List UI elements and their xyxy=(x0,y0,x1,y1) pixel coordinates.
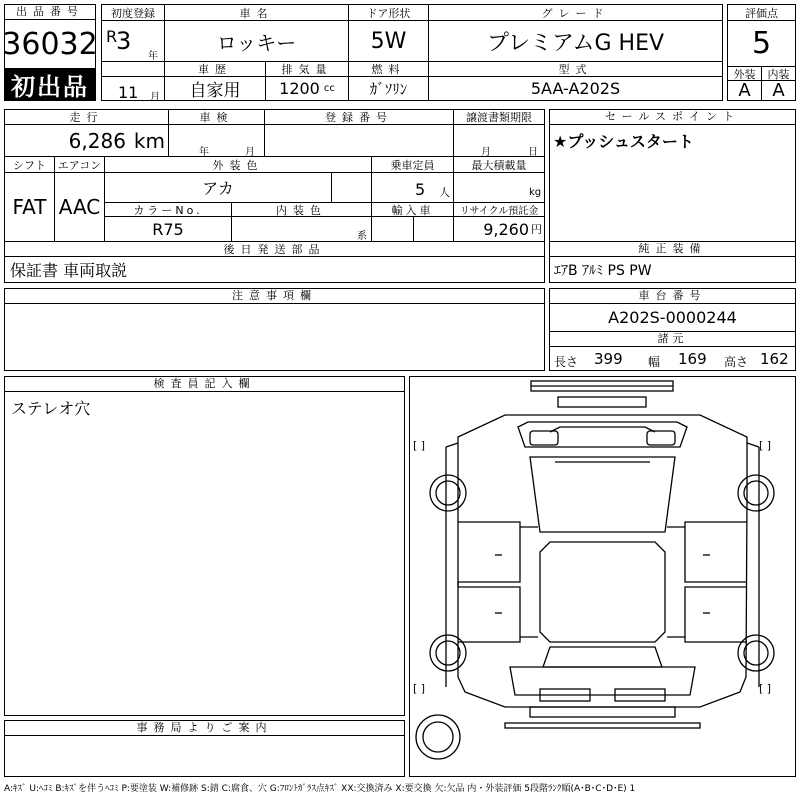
lot-label: 出品番号 xyxy=(5,5,95,20)
ext-value: A xyxy=(738,80,751,101)
month-unit: 月 xyxy=(150,92,160,103)
history-label: 車歴 xyxy=(198,63,232,76)
length-label: 長さ xyxy=(554,355,579,369)
notes-label: 注意事項欄 xyxy=(5,289,544,304)
disp-unit: cc xyxy=(323,83,335,94)
disp-value xyxy=(266,77,348,100)
reg-label: 初度登録 xyxy=(111,6,155,20)
model-label: 型式 xyxy=(558,63,593,76)
recycle-number: 9,260 xyxy=(483,219,529,239)
inspector-box xyxy=(4,376,405,716)
int-value: A xyxy=(772,80,785,101)
score-label: 評価点 xyxy=(745,6,778,20)
chassis-label: 車台番号 xyxy=(550,289,795,304)
ac-value: AAC xyxy=(58,195,101,219)
score-box xyxy=(727,4,796,101)
door-label: ドア形状 xyxy=(366,6,411,20)
office-box xyxy=(4,720,405,777)
transfer-month-unit: 月 xyxy=(481,147,491,158)
mileage-label: 走行 xyxy=(69,111,104,124)
import-label: 輸入車 xyxy=(391,203,434,217)
shift-value: FAT xyxy=(12,195,47,219)
notes-box xyxy=(4,288,545,371)
name-value: ロッキー xyxy=(216,30,297,55)
disp-label: 排気量 xyxy=(281,63,333,76)
ext-color-value: アカ xyxy=(202,179,234,198)
inspector-label: 検査員記入欄 xyxy=(5,377,404,392)
ext-color-label: 外装色 xyxy=(212,158,264,172)
load-unit: kg xyxy=(529,187,542,198)
height-value: 162 xyxy=(760,350,789,368)
sales-point-label: セールスポイント xyxy=(550,110,795,125)
mileage-value xyxy=(5,125,165,156)
int-color-label: 内装色 xyxy=(276,203,327,217)
width-value: 169 xyxy=(678,350,707,368)
office-label: 事務局よりご案内 xyxy=(5,721,404,736)
color-no-label: カラーNo. xyxy=(133,203,203,217)
mileage-number: 6,286 xyxy=(68,128,126,153)
mileage-unit: km xyxy=(133,128,165,153)
dimensions-label: 諸元 xyxy=(550,332,795,347)
bracket-rear-left: [ ] xyxy=(413,682,426,695)
score-value: 5 xyxy=(751,26,772,61)
regno-label: 登録番号 xyxy=(325,111,393,124)
int-label: 内装 xyxy=(767,67,790,81)
inspection-label: 車検 xyxy=(199,111,234,124)
grade-label: グレード xyxy=(541,6,610,20)
length-value: 399 xyxy=(594,350,623,368)
transfer-day-unit: 日 xyxy=(528,147,538,158)
ext-label: 外装 xyxy=(733,67,756,81)
bracket-front-right: [ ] xyxy=(759,439,772,452)
first-listing-badge: 初出品 xyxy=(5,68,95,100)
sales-point-box xyxy=(549,109,796,242)
width-label: 幅 xyxy=(648,355,661,369)
name-label: 車名 xyxy=(239,6,274,20)
model-value: 5AA-A202S xyxy=(530,79,621,98)
insp-year-unit: 年 xyxy=(199,147,209,158)
fuel-label: 燃料 xyxy=(371,63,406,76)
chassis-box xyxy=(549,288,796,371)
fuel-value: ｶﾞｿﾘﾝ xyxy=(369,80,408,98)
recycle-label: リサイクル預託金 xyxy=(459,206,539,217)
bracket-front-left: [ ] xyxy=(413,439,426,452)
chassis-value: A202S-0000244 xyxy=(608,308,737,327)
shift-label: シフト xyxy=(13,158,46,172)
car-diagram-box xyxy=(409,376,796,777)
equipment-label: 純正装備 xyxy=(550,242,795,257)
insp-month-unit: 月 xyxy=(245,147,255,158)
later-parts-label: 後日発送部品 xyxy=(223,243,326,256)
color-no-value: R75 xyxy=(152,219,184,239)
bracket-rear-right: [ ] xyxy=(759,682,772,695)
reg-era: R xyxy=(106,27,118,46)
car-body-diagram xyxy=(410,377,795,776)
int-color-unit: 系 xyxy=(357,231,367,242)
recycle-unit: 円 xyxy=(531,223,542,236)
vehicle-info-box xyxy=(101,4,723,101)
ac-label: エアコン xyxy=(57,158,102,172)
lot-box xyxy=(4,4,96,101)
transfer-label: 譲渡書類期限 xyxy=(466,111,532,124)
later-parts-value-box xyxy=(4,256,545,283)
grade-value: プレミアムG HEV xyxy=(486,30,665,56)
capacity-value: 5 xyxy=(415,180,426,199)
load-label: 最大積載量 xyxy=(471,158,527,172)
later-parts-value: 保証書 車両取説 xyxy=(10,261,128,280)
year-unit: 年 xyxy=(148,51,158,62)
reg-month: 11 xyxy=(118,83,139,102)
door-value: 5W xyxy=(370,28,407,54)
sales-point-value: ★プッシュスタート xyxy=(553,132,694,151)
lot-number: 36032 xyxy=(2,26,98,62)
equipment-value: ｴｱB ｱﾙﾐ PS PW xyxy=(554,262,652,279)
specs-box xyxy=(4,109,545,257)
recycle-value xyxy=(454,217,542,241)
capacity-unit: 人 xyxy=(439,186,450,199)
capacity-label: 乗車定員 xyxy=(390,158,435,172)
history-value: 自家用 xyxy=(189,81,241,101)
inspector-value: ステレオ穴 xyxy=(11,399,91,418)
equipment-box xyxy=(549,241,796,283)
height-label: 高さ xyxy=(724,355,749,369)
disp-number: 1200 xyxy=(279,79,320,98)
reg-year: 3 xyxy=(116,27,132,55)
damage-legend: A:ｷｽﾞ U:ﾍｺﾐ B:ｷｽﾞを伴うﾍｺﾐ P:要塗装 W:補修跡 S:錆 C:腐食、穴 G:ﾌﾛﾝﾄｶﾞﾗｽ点ｷｽﾞ XX:交換済み X:要交換 欠:欠品 内・外装評価 5段階ﾗﾝｸ順(A･B･C･D･E) 1 xyxy=(4,784,636,794)
